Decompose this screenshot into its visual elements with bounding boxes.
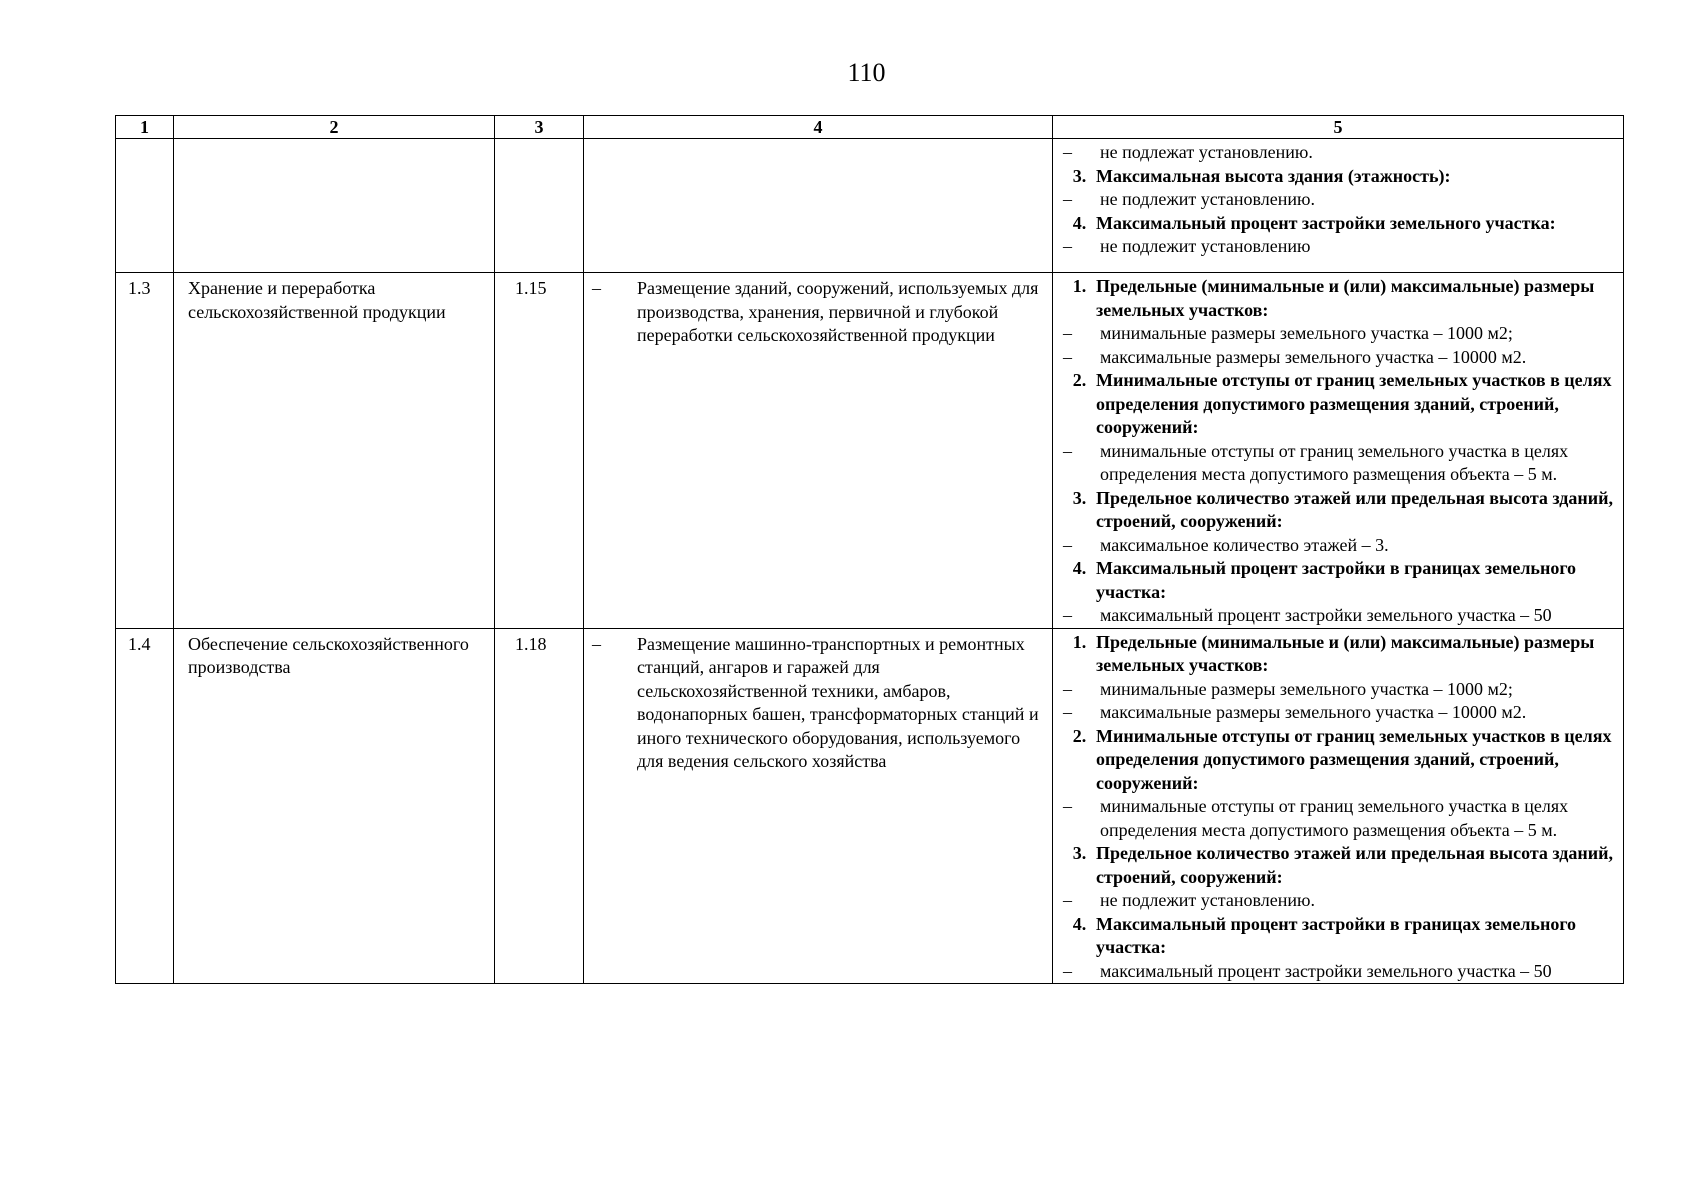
parameter-value: не подлежит установлению [1100, 236, 1311, 256]
parameter-line [1059, 795, 1619, 842]
item-number: 3. [1072, 843, 1087, 863]
parameter-line [1059, 557, 1619, 604]
dash-marker: – [1063, 605, 1072, 625]
dash-marker: – [1063, 534, 1072, 555]
header-col-4: 4 [584, 116, 1053, 139]
parameter-line [1059, 631, 1619, 678]
parameter-value: максимальный процент застройки земельного участка – 50 [1100, 960, 1552, 981]
parameter-line [1059, 487, 1619, 534]
parameter-line [1059, 913, 1619, 960]
item-number: 2. [1072, 725, 1087, 746]
dash-marker: – [1063, 702, 1072, 722]
dash-marker: – [1063, 323, 1072, 343]
header-col-1: 1 [116, 116, 174, 139]
item-number: 2. [1072, 370, 1087, 390]
dash-marker: – [1063, 236, 1072, 256]
parameter-value: не подлежат установлению. [1100, 142, 1313, 162]
dash-marker: – [1063, 796, 1072, 816]
parameter-heading: Максимальный процент застройки земельного участка: [1096, 212, 1556, 233]
table-body [116, 139, 1624, 984]
item-number: 1. [1072, 276, 1087, 296]
row-number-cell [116, 139, 174, 273]
parameter-line [1059, 701, 1619, 725]
parameter-line [1059, 346, 1619, 370]
parameter-line [1059, 212, 1619, 236]
parameter-value: не подлежит установлению. [1100, 189, 1315, 209]
use-name-cell: Хранение и переработка сельскохозяйственной продукции [174, 273, 495, 629]
parameter-value: максимальный процент застройки земельного участка – 50 [1100, 605, 1552, 625]
parameter-line [1059, 678, 1619, 702]
item-number: 3. [1072, 487, 1087, 508]
parameter-value: максимальные размеры земельного участка – 10000 м2. [1100, 346, 1527, 367]
parameter-line [1059, 440, 1619, 487]
parameter-line [1059, 889, 1619, 913]
parameter-heading: Максимальная высота здания (этажность): [1096, 165, 1451, 186]
dash-marker: – [1063, 346, 1072, 367]
parameter-value: максимальное количество этажей – 3. [1100, 534, 1389, 555]
regulations-table [115, 115, 1624, 984]
dash-marker: – [1063, 960, 1072, 981]
parameter-heading: Максимальный процент застройки в границах земельного участка: [1096, 913, 1577, 957]
use-code-cell: 1.15 [495, 273, 584, 629]
parameter-value: минимальные размеры земельного участка – 1000 м2; [1100, 678, 1513, 699]
parameter-line [1059, 275, 1619, 322]
item-number: 1. [1072, 631, 1087, 652]
use-code-cell: 1.18 [495, 628, 584, 984]
parameter-line [1059, 369, 1619, 440]
use-description-cell [584, 273, 1053, 629]
use-name-cell: Обеспечение сельскохозяйственного производства [174, 628, 495, 984]
use-description-cell [584, 628, 1053, 984]
parameter-line [1059, 534, 1619, 558]
parameter-heading: Минимальные отступы от границ земельных участков в целях определения допустимого размещения зданий, строений, сооружений: [1096, 725, 1612, 793]
dash-marker: – [1063, 678, 1072, 699]
parameter-line [1059, 165, 1619, 189]
description-item [590, 633, 1046, 774]
parameters-cell [1053, 139, 1624, 273]
parameter-line [1059, 188, 1619, 212]
use-name-cell [174, 139, 495, 273]
table-header-row [116, 116, 1624, 139]
parameter-heading: Предельное количество этажей или предельная высота зданий, строений, сооружений: [1096, 843, 1614, 887]
header-col-3: 3 [495, 116, 584, 139]
parameter-value: минимальные размеры земельного участка – 1000 м2; [1100, 323, 1513, 343]
parameter-heading: Минимальные отступы от границ земельных участков в целях определения допустимого размещения зданий, строений, сооружений: [1096, 370, 1612, 437]
row-number-cell: 1.4 [116, 628, 174, 984]
parameter-line [1059, 141, 1619, 165]
dash-marker: – [592, 633, 601, 654]
dash-marker: – [1063, 189, 1072, 209]
use-code-cell [495, 139, 584, 273]
table-row [116, 273, 1624, 629]
description-text: Размещение машинно-транспортных и ремонтных станций, ангаров и гаражей для сельскохозяйственной техники, амбаров, водонапорных башен, трансформаторных станций и иного технического оборудования, используемого для ведения сельского хозяйства [637, 633, 1039, 771]
parameter-heading: Предельные (минимальные и (или) максимальные) размеры земельных участков: [1096, 276, 1595, 320]
table-row [116, 139, 1624, 273]
item-number: 4. [1072, 558, 1087, 578]
header-col-2: 2 [174, 116, 495, 139]
description-text: Размещение зданий, сооружений, используемых для производства, хранения, первичной и глубокой переработки сельскохозяйственной продукции [637, 278, 1039, 345]
dash-marker: – [592, 278, 601, 298]
parameter-line [1059, 842, 1619, 889]
page-number: 110 [847, 58, 886, 87]
parameter-heading: Максимальный процент застройки в границах земельного участка: [1096, 558, 1577, 602]
parameter-value: максимальные размеры земельного участка – 10000 м2. [1100, 702, 1527, 722]
parameter-line [1059, 960, 1619, 984]
dash-marker: – [1063, 440, 1072, 461]
parameter-value: минимальные отступы от границ земельного участка в целях определения места допустимого размещения объекта – 5 м. [1100, 796, 1569, 840]
parameter-line [1059, 322, 1619, 346]
parameter-line [1059, 725, 1619, 796]
table-row [116, 628, 1624, 984]
item-number: 4. [1072, 212, 1087, 233]
row-number-cell: 1.3 [116, 273, 174, 629]
parameter-heading: Предельное количество этажей или предельная высота зданий, строений, сооружений: [1096, 487, 1614, 531]
description-item [590, 277, 1046, 348]
parameter-line [1059, 604, 1619, 628]
use-description-cell [584, 139, 1053, 273]
parameter-line [1059, 235, 1619, 259]
dash-marker: – [1063, 890, 1072, 910]
parameters-cell [1053, 273, 1624, 629]
parameter-heading: Предельные (минимальные и (или) максимальные) размеры земельных участков: [1096, 631, 1595, 675]
parameter-value: минимальные отступы от границ земельного участка в целях определения места допустимого размещения объекта – 5 м. [1100, 440, 1569, 484]
parameters-cell [1053, 628, 1624, 984]
header-col-5: 5 [1053, 116, 1624, 139]
dash-marker: – [1063, 142, 1072, 162]
item-number: 3. [1072, 165, 1087, 186]
item-number: 4. [1072, 913, 1087, 934]
parameter-value: не подлежит установлению. [1100, 890, 1315, 910]
